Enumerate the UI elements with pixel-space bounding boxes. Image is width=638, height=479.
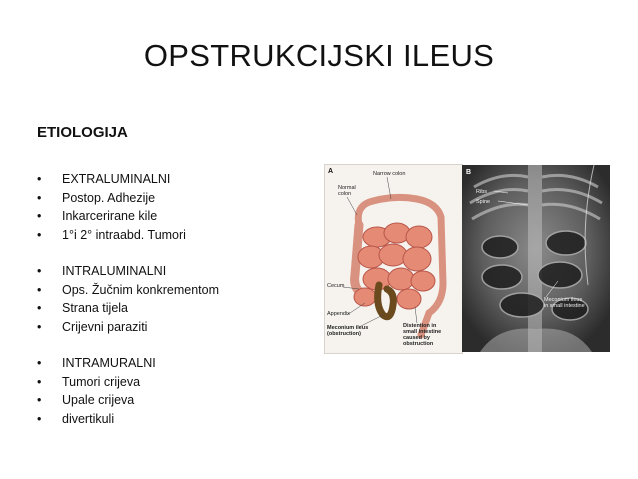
xray-image bbox=[462, 165, 610, 352]
list-item: • Postop. Adhezije bbox=[37, 189, 297, 208]
label-distention: caused by bbox=[403, 335, 430, 341]
slide-title: OPSTRUKCIJSKI ILEUS bbox=[143, 38, 495, 73]
label-meconium: (obstruction) bbox=[327, 331, 361, 337]
label-distention: small intestine bbox=[403, 329, 442, 335]
label-meconium-ileus: in small intestine bbox=[544, 303, 585, 309]
label-spine: Spine bbox=[476, 199, 491, 205]
figure-letter: A bbox=[328, 168, 334, 175]
section-heading: ETIOLOGIJA bbox=[37, 124, 128, 141]
intestine-illustration bbox=[324, 164, 463, 354]
list-item: • Inkarcerirane kile bbox=[37, 207, 297, 226]
list-item: • Tumori crijeva bbox=[37, 373, 297, 392]
list-item: • 1°i 2° intraabd. Tumori bbox=[37, 226, 297, 245]
list-item: • divertikuli bbox=[37, 410, 297, 429]
label-meconium: Meconium ileus bbox=[327, 325, 369, 331]
label-ribs: Ribs bbox=[476, 189, 488, 195]
label-distention: obstruction bbox=[403, 341, 434, 347]
list-item: • Ops. Žučnim konkrementom bbox=[37, 281, 297, 300]
label-cecum: Cecum bbox=[327, 283, 345, 289]
list-item: • Upale crijeva bbox=[37, 391, 297, 410]
label-appendix: Appendix bbox=[327, 311, 350, 317]
figure-letter: B bbox=[466, 169, 472, 176]
list-item: • Crijevni paraziti bbox=[37, 318, 297, 337]
list-item: • INTRALUMINALNI bbox=[37, 262, 297, 281]
label-meconium-ileus: Meconium ileus bbox=[544, 297, 583, 303]
list-item: • Strana tijela bbox=[37, 299, 297, 318]
label-narrow-colon: Narrow colon bbox=[373, 171, 406, 177]
label-distention: Distention in bbox=[403, 323, 437, 329]
label-normal-colon: Normal bbox=[338, 185, 356, 191]
label-normal-colon: colon bbox=[338, 191, 352, 197]
list-item: • INTRAMURALNI bbox=[37, 354, 297, 373]
etiology-list bbox=[37, 170, 297, 428]
list-item: • EXTRALUMINALNI bbox=[37, 170, 297, 189]
